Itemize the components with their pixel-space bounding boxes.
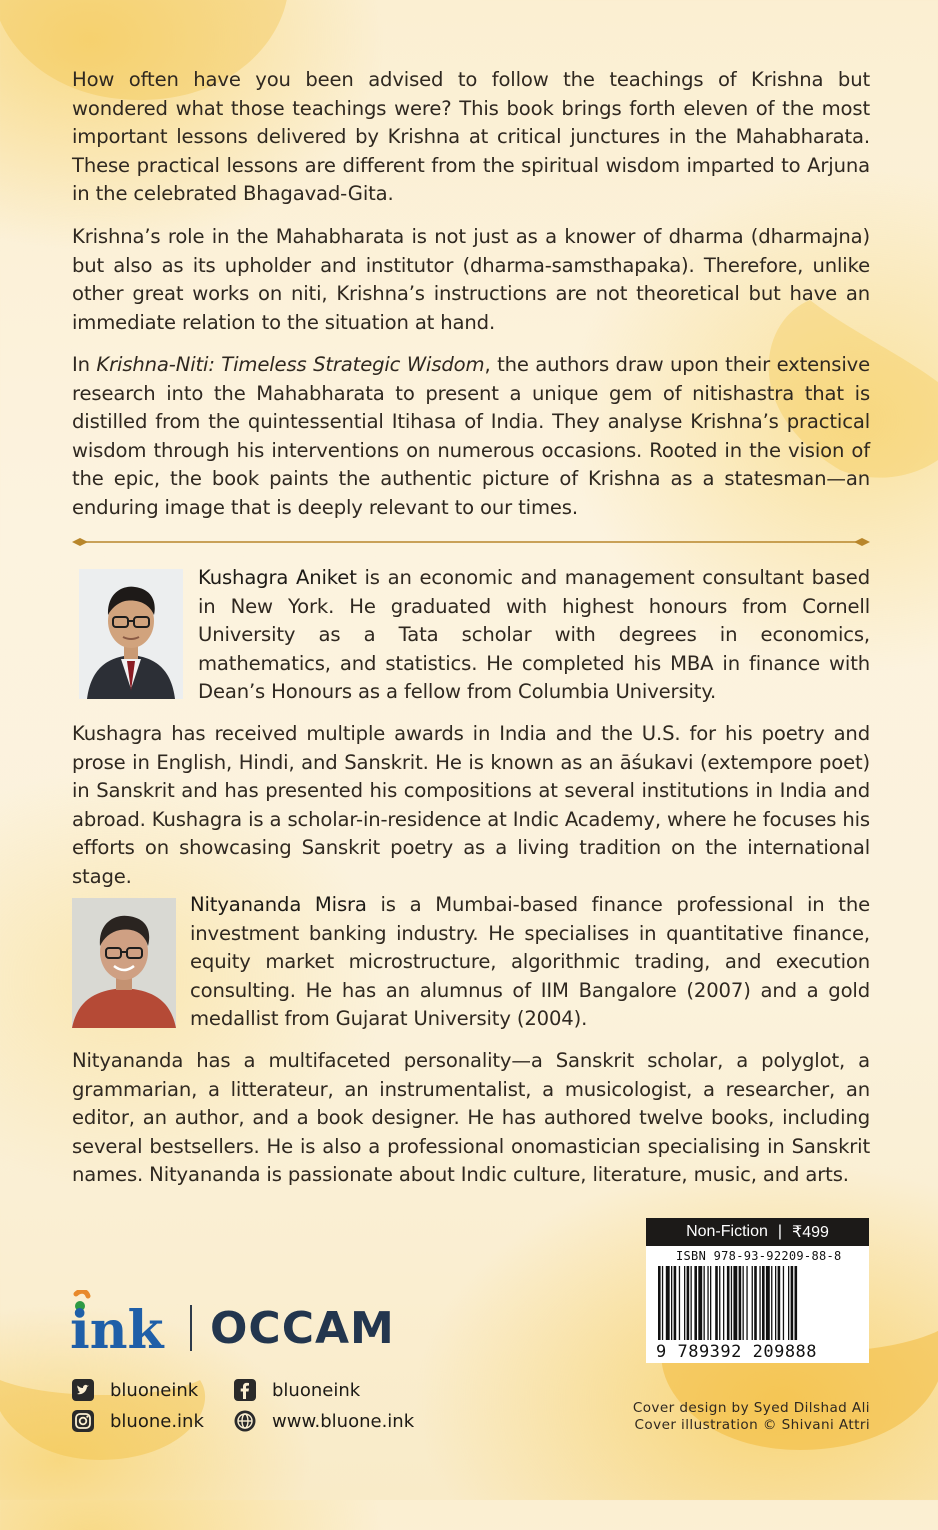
barcode-bar bbox=[783, 1266, 784, 1340]
barcode-bar bbox=[739, 1266, 742, 1340]
barcode-bar bbox=[752, 1266, 753, 1340]
description-p3-prefix: In bbox=[72, 353, 97, 376]
barcode-bar bbox=[788, 1266, 789, 1340]
author-bio-intro-nityananda: is a Mumbai-based finance professional in the investment banking industry. He specialises in quantitative finance, equity market microstructure, algorithmic trading, and execution consulting. He has an alumnus of IIM Bangalore (2007) and a gold medallist from Gujarat University (2004). bbox=[190, 893, 870, 1031]
description-paragraph-1: How often have you been advised to follow the teachings of Krishna but wondered what those teachings were? This book brings forth eleven of the most important lessons delivered by Krishna at critical junctures in the Mahabharata. These practical lessons are different from the spiritual wisdom imparted to Arjuna in the celebrated Bhagavad-Gita. bbox=[72, 68, 870, 206]
description-paragraph-3 bbox=[72, 351, 870, 523]
barcode-bar bbox=[719, 1266, 720, 1340]
barcode-bar bbox=[746, 1266, 747, 1340]
website-link[interactable] bbox=[234, 1410, 414, 1432]
barcode-bar bbox=[694, 1266, 697, 1340]
barcode-bar bbox=[723, 1266, 724, 1340]
author-bio-nityananda bbox=[190, 891, 870, 1034]
ornamental-divider bbox=[72, 537, 870, 547]
description-p3-rest: , the authors draw upon their extensive research into the Mahabharata to present a unique gem of nitishastra that is distilled from the quintessential Itihasa of India. They analyse Krishna’s practical wisdom through his interventions on numerous occasions. Rooted in the vision of the epic, the book paints the authentic picture of Krishna as a statesman—an enduring image that is deeply relevant to our times. bbox=[72, 353, 870, 519]
book-title-italic: Krishna-Niti: Timeless Strategic Wisdom bbox=[96, 353, 485, 376]
instagram-handle[interactable] bbox=[72, 1410, 204, 1432]
author-photo-kushagra bbox=[79, 569, 183, 699]
barcode-bar bbox=[698, 1266, 702, 1340]
website-link-text: www.bluone.ink bbox=[272, 1410, 415, 1432]
barcode-bar bbox=[762, 1266, 765, 1340]
twitter-icon bbox=[72, 1379, 94, 1401]
barcode-graphic bbox=[656, 1266, 859, 1342]
genre-label: Non-Fiction bbox=[686, 1223, 768, 1240]
author-bio-extended-kushagra: Kushagra has received multiple awards in India and the U.S. for his poetry and prose in English, Hindi, and Sanskrit. He is known as an āśukavi (extempore poet) in Sanskrit and has presented his compositions at several institutions in India and abroad. Kushagra is a scholar-in-residence at Indic Academy, where he focuses his efforts on showcasing Sanskrit poetry as a living tradition on the international stage. bbox=[72, 722, 870, 888]
isbn-label: ISBN 978-93-92209-88-8 bbox=[676, 1249, 842, 1263]
barcode-bar bbox=[727, 1266, 730, 1340]
barcode-bar bbox=[658, 1266, 661, 1340]
description-paragraph-2: Krishna’s role in the Mahabharata is not just as a knower of dharma (dharmajna) but also as its upholder and institutor (dharma-samsthapaka). Therefore, unlike other great works on niti, Krishna’s instructions are not theoretical but have an immediate relation to the situation at hand. bbox=[72, 225, 870, 334]
logo-separator bbox=[190, 1305, 192, 1351]
barcode-bar bbox=[710, 1266, 711, 1340]
instagram-handle-text: bluone.ink bbox=[110, 1410, 204, 1432]
barcode-bar bbox=[771, 1266, 772, 1340]
ginkgo-leaf-decoration-bottom-left bbox=[0, 1380, 230, 1520]
barcode-bar bbox=[791, 1266, 794, 1340]
author-name-kushagra: Kushagra Aniket bbox=[198, 566, 357, 589]
barcode-bar bbox=[707, 1266, 708, 1340]
facebook-icon bbox=[234, 1379, 256, 1401]
cover-design-credit: Cover design by Syed Dilshad Ali bbox=[632, 1400, 870, 1416]
instagram-icon bbox=[72, 1410, 94, 1432]
barcode-digits: 9 789392 209888 bbox=[656, 1342, 818, 1362]
barcode-bar bbox=[691, 1266, 692, 1340]
price-label: ₹499 bbox=[792, 1224, 829, 1241]
barcode-bar bbox=[754, 1266, 757, 1340]
barcode-bar bbox=[715, 1266, 718, 1340]
author-name-nityananda: Nityananda Misra bbox=[190, 893, 367, 916]
barcode-bar bbox=[759, 1266, 760, 1340]
barcode-bar bbox=[778, 1266, 781, 1340]
barcode-bar bbox=[731, 1266, 732, 1340]
twitter-handle[interactable] bbox=[72, 1379, 198, 1401]
cover-illustration-credit: Cover illustration © Shivani Attri bbox=[634, 1417, 870, 1433]
badge-separator: | bbox=[777, 1223, 783, 1240]
barcode-bar bbox=[795, 1266, 798, 1340]
twitter-handle-text: bluoneink bbox=[110, 1379, 199, 1401]
barcode-bar bbox=[775, 1266, 776, 1340]
author-photo-nityananda bbox=[72, 898, 176, 1028]
barcode-bar bbox=[679, 1266, 680, 1340]
author-bio-extended-nityananda: Nityananda has a multifaceted personality—a Sanskrit scholar, a polyglot, a grammarian, a litterateur, an instrumentalist, a musicologist, a researcher, an editor, an author, and a book designer. He has authored twelve books, including several bestsellers. He is also a professional onomastician specialising in Sanskrit names. Nityananda is passionate about Indic culture, literature, music, and arts. bbox=[72, 1049, 870, 1187]
isbn-barcode-box bbox=[646, 1246, 869, 1363]
barcode-bar bbox=[662, 1266, 663, 1340]
barcode-bar bbox=[684, 1266, 685, 1340]
facebook-handle[interactable] bbox=[234, 1379, 360, 1401]
barcode-bar bbox=[674, 1266, 677, 1340]
barcode-bar bbox=[671, 1266, 672, 1340]
price-badge bbox=[646, 1218, 869, 1246]
ink-logo bbox=[70, 1290, 182, 1364]
facebook-handle-text: bluoneink bbox=[272, 1379, 361, 1401]
barcode-bar bbox=[733, 1266, 737, 1340]
globe-icon bbox=[234, 1410, 256, 1432]
occam-logo: OCCAM bbox=[210, 1303, 395, 1354]
ink-logo-text: ink bbox=[70, 1300, 164, 1360]
author-bio-kushagra bbox=[198, 564, 870, 707]
barcode-bar bbox=[666, 1266, 670, 1340]
barcode-bar bbox=[766, 1266, 770, 1340]
barcode-bar bbox=[743, 1266, 744, 1340]
barcode-bar bbox=[704, 1266, 705, 1340]
barcode-bar bbox=[687, 1266, 690, 1340]
author-bio-intro-kushagra: is an economic and management consultant based in New York. He graduated with highest honours from Cornell University as a Tata scholar with degrees in economics, mathematics, and statistics. He completed his MBA in finance with Dean’s Honours as a fellow from Columbia University. bbox=[198, 566, 870, 704]
